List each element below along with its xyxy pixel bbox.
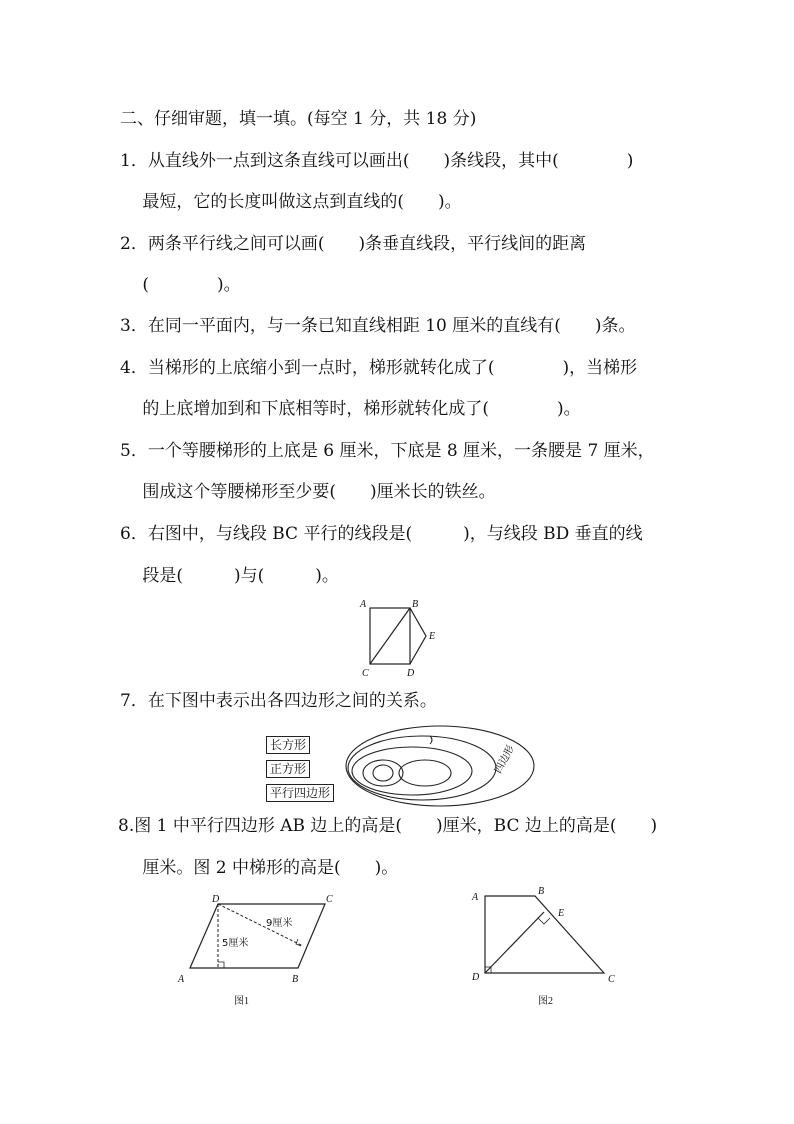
- label-b: B: [538, 886, 545, 897]
- segment-bc: [370, 608, 410, 664]
- question-6-line-2: 段是( )与( )。: [120, 566, 339, 586]
- question-4-line-2: 的上底增加到和下底相等时，梯形就转化成了( )。: [120, 399, 581, 419]
- ellipse-3: [352, 747, 472, 795]
- ellipse-2: [348, 736, 496, 800]
- caption-figure-1: 图1: [234, 996, 249, 1007]
- label-b: B: [412, 599, 419, 610]
- label-d: D: [472, 972, 480, 983]
- parallelogram: [190, 904, 325, 968]
- ellipse-6: [373, 765, 393, 781]
- measure-9cm: 9厘米: [266, 918, 293, 929]
- question-8-line-2: 厘米。图 2 中梯形的高是( )。: [120, 858, 399, 878]
- measure-5cm: 5厘米: [222, 938, 249, 949]
- label-a: A: [472, 892, 479, 903]
- label-c: C: [326, 894, 333, 905]
- question-7-line-1: 7．在下图中表示出各四边形之间的关系。: [120, 691, 437, 711]
- label-d: D: [407, 668, 415, 679]
- figure-1-parallelogram: [170, 888, 350, 1013]
- label-e: E: [429, 631, 436, 642]
- label-c: C: [362, 668, 369, 679]
- box-parallelogram: 平行四边形: [266, 784, 334, 802]
- question-4-line-1: 4．当梯形的上底缩小到一点时，梯形就转化成了( )，当梯形: [120, 358, 638, 378]
- question-2-line-1: 2．两条平行线之间可以画( )条垂直线段，平行线间的距离: [120, 234, 587, 254]
- right-angle-mark-1: [218, 962, 224, 968]
- question-5-line-1: 5．一个等腰梯形的上底是 6 厘米，下底是 8 厘米，一条腰是 7 厘米，: [120, 441, 655, 461]
- height-de: [485, 912, 544, 973]
- figure-2-trapezoid: [460, 884, 630, 1014]
- question-3-line-1: 3．在同一平面内，与一条已知直线相距 10 厘米的直线有( )条。: [120, 316, 636, 336]
- figure-q7-ellipses: [310, 722, 540, 810]
- label-d: D: [212, 894, 220, 905]
- trapezoid: [485, 896, 604, 973]
- question-6-line-1: 6．右图中，与线段 BC 平行的线段是( )，与线段 BD 垂直的线: [120, 524, 643, 544]
- box-square: 正方形: [266, 760, 310, 778]
- label-e: E: [558, 908, 565, 919]
- box-rectangle: 长方形: [266, 736, 310, 754]
- ellipse-4: [399, 760, 451, 786]
- question-5-line-2: 围成这个等腰梯形至少要( )厘米长的铁丝。: [120, 482, 496, 502]
- question-1-line-2: 最短，它的长度叫做这点到直线的( )。: [120, 192, 462, 212]
- question-1-line-1: 1．从直线外一点到这条直线可以画出( )条线段，其中( ): [120, 151, 634, 171]
- label-b: B: [292, 974, 299, 985]
- bracket-mark: [430, 736, 432, 744]
- triangle-bed: [410, 608, 426, 664]
- caption-figure-2: 图2: [538, 996, 553, 1007]
- ellipse-5: [363, 760, 403, 786]
- right-angle-mark-e: [538, 918, 550, 924]
- label-c: C: [608, 974, 615, 985]
- figure-q6: [350, 596, 450, 680]
- section-heading: 二、仔细审题，填一填。(每空 1 分，共 18 分): [120, 109, 477, 129]
- question-2-line-2: ( )。: [120, 275, 241, 295]
- label-a: A: [360, 599, 367, 610]
- label-quadrilateral: 四边形: [492, 743, 517, 776]
- label-a: A: [178, 974, 185, 985]
- question-8-line-1: 8.图 1 中平行四边形 AB 边上的高是( )厘米，BC 边上的高是( ): [118, 816, 658, 836]
